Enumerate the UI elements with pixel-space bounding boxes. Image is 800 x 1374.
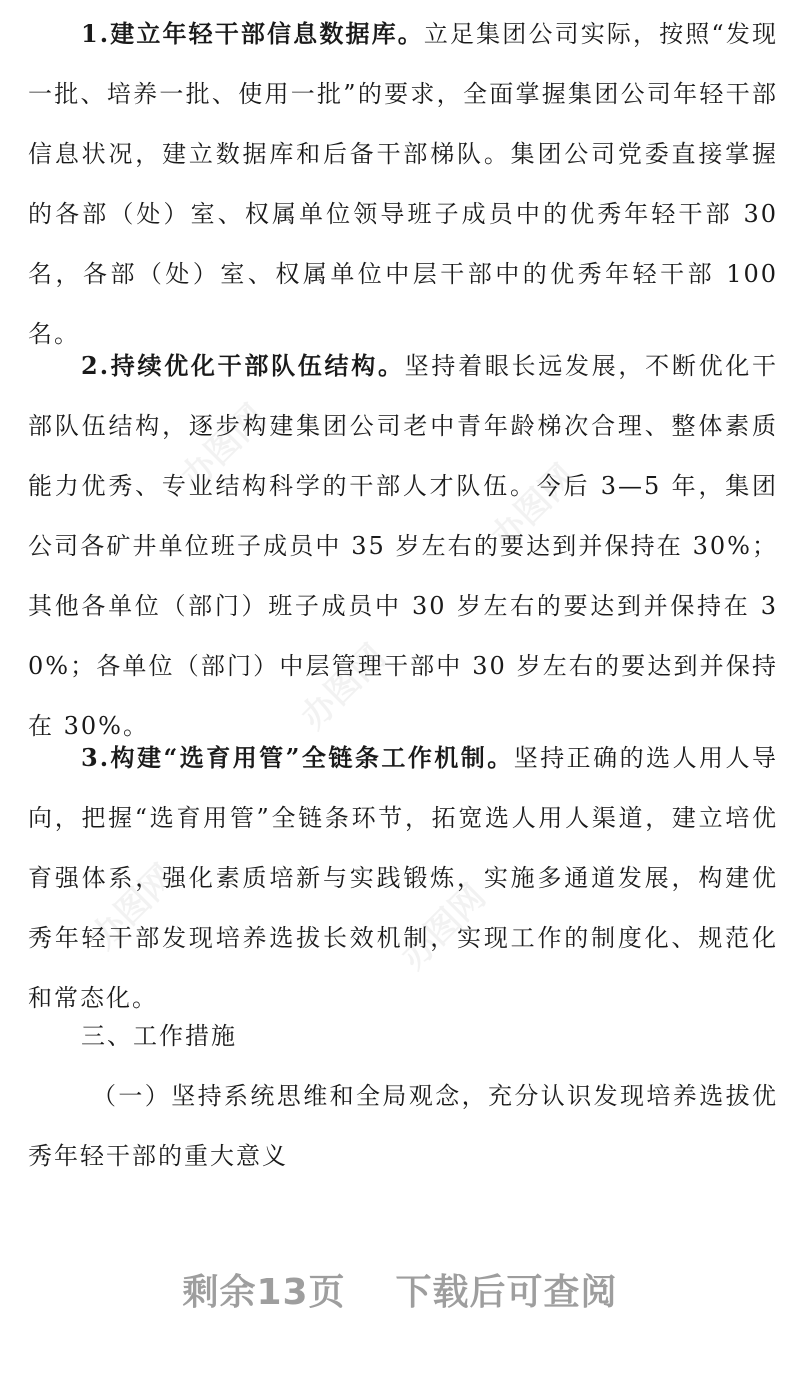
download-banner[interactable] [0, 1264, 800, 1315]
subheading: （一）坚持系统思维和全局观念，充分认识发现培养选拔优秀年轻干部的重大意义 [28, 1082, 778, 1170]
paragraph-2-lead: 2.持续优化干部队伍结构。 [81, 351, 405, 380]
paragraph-1-lead: 1.建立年轻干部信息数据库。 [81, 19, 424, 48]
paragraph-3 [28, 728, 778, 1028]
remaining-pages-label: 剩余13页 [182, 1272, 346, 1313]
paragraph-1-body: 立足集团公司实际，按照“发现一批、培养一批、使用一批”的要求，全面掌握集团公司年轻干部信息状况，建立数据库和后备干部梯队。集团公司党委直接掌握的各部（处）室、权属单位领导班子成员中的优秀年轻干部 30 名，各部（处）室、权属单位中层干部中的优秀年轻干部 100 名。 [28, 20, 778, 348]
watermark: 办图网 [483, 456, 584, 558]
paragraph-1 [28, 4, 778, 364]
watermark: 办图网 [293, 636, 394, 738]
watermark: 办图网 [173, 396, 274, 498]
watermark: 办图网 [83, 856, 184, 958]
download-to-view-label[interactable]: 下载后可查阅 [395, 1272, 618, 1313]
paragraph-2-body: 坚持着眼长远发展，不断优化干部队伍结构，逐步构建集团公司老中青年龄梯次合理、整体素质能力优秀、专业结构科学的干部人才队伍。今后 3—5 年，集团公司各矿井单位班子成员中 35 岁左右的要达到并保持在 30%；其他各单位（部门）班子成员中 30 岁左右的要达到并保持在 30%；各单位（部门）中层管理干部中 30 岁左右的要达到并保持在 30%。 [28, 352, 778, 740]
paragraph-3-body: 坚持正确的选人用人导向，把握“选育用管”全链条环节，拓宽选人用人渠道，建立培优育强体系，强化素质培新与实践锻炼，实施多通道发展，构建优秀年轻干部发现培养选拔长效机制，实现工作的制度化、规范化和常态化。 [28, 744, 779, 1012]
watermark: 办图网 [393, 876, 494, 978]
paragraph-2 [28, 336, 778, 756]
paragraph-3-lead: 3.构建“选育用管”全链条工作机制。 [81, 743, 514, 772]
section-heading: 三、工作措施 [81, 1022, 237, 1050]
